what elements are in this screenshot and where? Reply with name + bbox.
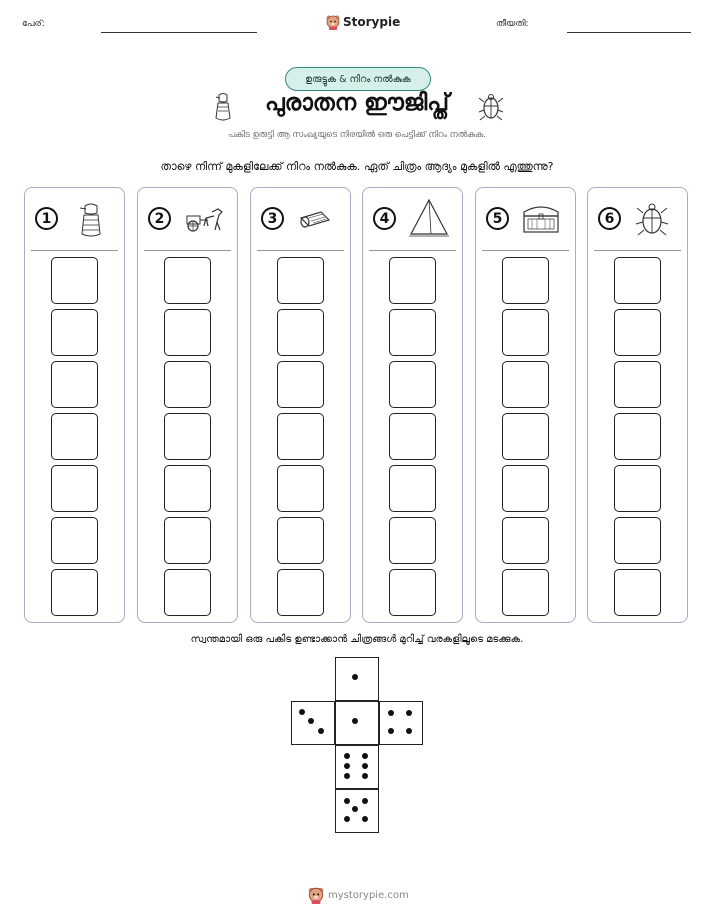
pip [362, 763, 368, 769]
pip [362, 816, 368, 822]
date-label: തീയതി: [496, 19, 529, 29]
color-box[interactable] [277, 413, 324, 460]
color-box[interactable] [51, 309, 98, 356]
color-box[interactable] [277, 465, 324, 512]
dice-face-6 [335, 745, 379, 789]
treasure-chest-icon [520, 202, 562, 236]
pip [344, 798, 350, 804]
color-box[interactable] [164, 257, 211, 304]
column-number: 1 [35, 207, 58, 230]
activity-badge: ഉരുട്ടുക & നിറം നൽകുക [285, 67, 431, 91]
column-number: 5 [486, 207, 509, 230]
color-box[interactable] [389, 465, 436, 512]
color-box[interactable] [277, 309, 324, 356]
pyramid-icon [407, 198, 451, 238]
pip [352, 806, 358, 812]
pip [352, 718, 358, 724]
color-box[interactable] [502, 569, 549, 616]
instruction-text: താഴെ നിന്ന് മുകളിലേക്ക് നിറം നൽകുക. ഏത് ചിത്രം ആദ്യം മുകളിൽ എത്തുന്നു? [160, 160, 554, 173]
bear-mascot-icon [326, 14, 340, 30]
footer-url: mystorypie.com [328, 889, 409, 901]
color-box[interactable] [502, 517, 549, 564]
color-box[interactable] [164, 413, 211, 460]
storypie-logo: Storypie [326, 14, 400, 30]
color-box[interactable] [51, 465, 98, 512]
color-box[interactable] [614, 465, 661, 512]
color-box[interactable] [614, 309, 661, 356]
column-5 [475, 187, 576, 623]
pip [318, 728, 324, 734]
color-box[interactable] [614, 361, 661, 408]
color-box[interactable] [389, 257, 436, 304]
color-box[interactable] [389, 309, 436, 356]
fold-instruction: സ്വന്തമായി ഒരു പകിട ഉണ്ടാക്കാൻ ചിത്രങ്ങൾ മുറിച്ച് വരകളിലൂടെ മടക്കുക. [190, 634, 524, 645]
pip [388, 710, 394, 716]
scarab-icon [478, 92, 504, 122]
pip [362, 753, 368, 759]
color-box[interactable] [51, 257, 98, 304]
color-box[interactable] [277, 257, 324, 304]
subtitle: പകിട ഉരുട്ടി ആ സംഖ്യയുടെ നിരയിൽ ഒരു പെട്ടിക്ക് നിറം നൽകുക. [228, 130, 486, 140]
color-box[interactable] [389, 517, 436, 564]
column-number: 4 [373, 207, 396, 230]
column-2 [137, 187, 238, 623]
column-6 [587, 187, 688, 623]
color-box[interactable] [614, 257, 661, 304]
color-box[interactable] [51, 413, 98, 460]
color-box[interactable] [277, 517, 324, 564]
color-box[interactable] [164, 361, 211, 408]
pip [308, 718, 314, 724]
column-number: 3 [261, 207, 284, 230]
color-box[interactable] [277, 569, 324, 616]
date-line[interactable] [567, 32, 691, 33]
pip [406, 710, 412, 716]
pip [352, 674, 358, 680]
papyrus-scroll-icon [297, 206, 333, 236]
pip [344, 763, 350, 769]
pip [406, 728, 412, 734]
color-box[interactable] [164, 309, 211, 356]
page-title: പുരാതന ഈജിപ്ത് [265, 90, 449, 116]
chariot-icon [184, 206, 224, 236]
canopic-jar-icon [77, 202, 105, 238]
scarab-icon [634, 200, 670, 238]
color-box[interactable] [502, 257, 549, 304]
column-number: 2 [148, 207, 171, 230]
name-line[interactable] [101, 32, 257, 33]
column-3 [250, 187, 351, 623]
color-box[interactable] [164, 517, 211, 564]
column-4 [362, 187, 463, 623]
color-box[interactable] [389, 361, 436, 408]
bear-mascot-icon [308, 886, 324, 904]
dice-face-4 [379, 701, 423, 745]
color-box[interactable] [614, 569, 661, 616]
pip [344, 753, 350, 759]
dice-face-5 [335, 789, 379, 833]
color-box[interactable] [51, 517, 98, 564]
column-1 [24, 187, 125, 623]
column-number: 6 [598, 207, 621, 230]
color-box[interactable] [614, 517, 661, 564]
color-box[interactable] [502, 309, 549, 356]
footer [308, 886, 409, 904]
pip [362, 798, 368, 804]
color-box[interactable] [502, 413, 549, 460]
color-box[interactable] [502, 361, 549, 408]
color-box[interactable] [51, 569, 98, 616]
dice-face-1 [335, 657, 379, 701]
color-box[interactable] [164, 569, 211, 616]
color-box[interactable] [51, 361, 98, 408]
name-label: പേര്: [22, 19, 45, 29]
pip [344, 816, 350, 822]
dice-face-1 [335, 701, 379, 745]
color-box[interactable] [389, 569, 436, 616]
color-box[interactable] [614, 413, 661, 460]
color-box[interactable] [389, 413, 436, 460]
color-box[interactable] [164, 465, 211, 512]
color-box[interactable] [277, 361, 324, 408]
color-box[interactable] [502, 465, 549, 512]
dice-face-3 [291, 701, 335, 745]
pip [344, 773, 350, 779]
pip [388, 728, 394, 734]
pip [299, 709, 305, 715]
pip [362, 773, 368, 779]
